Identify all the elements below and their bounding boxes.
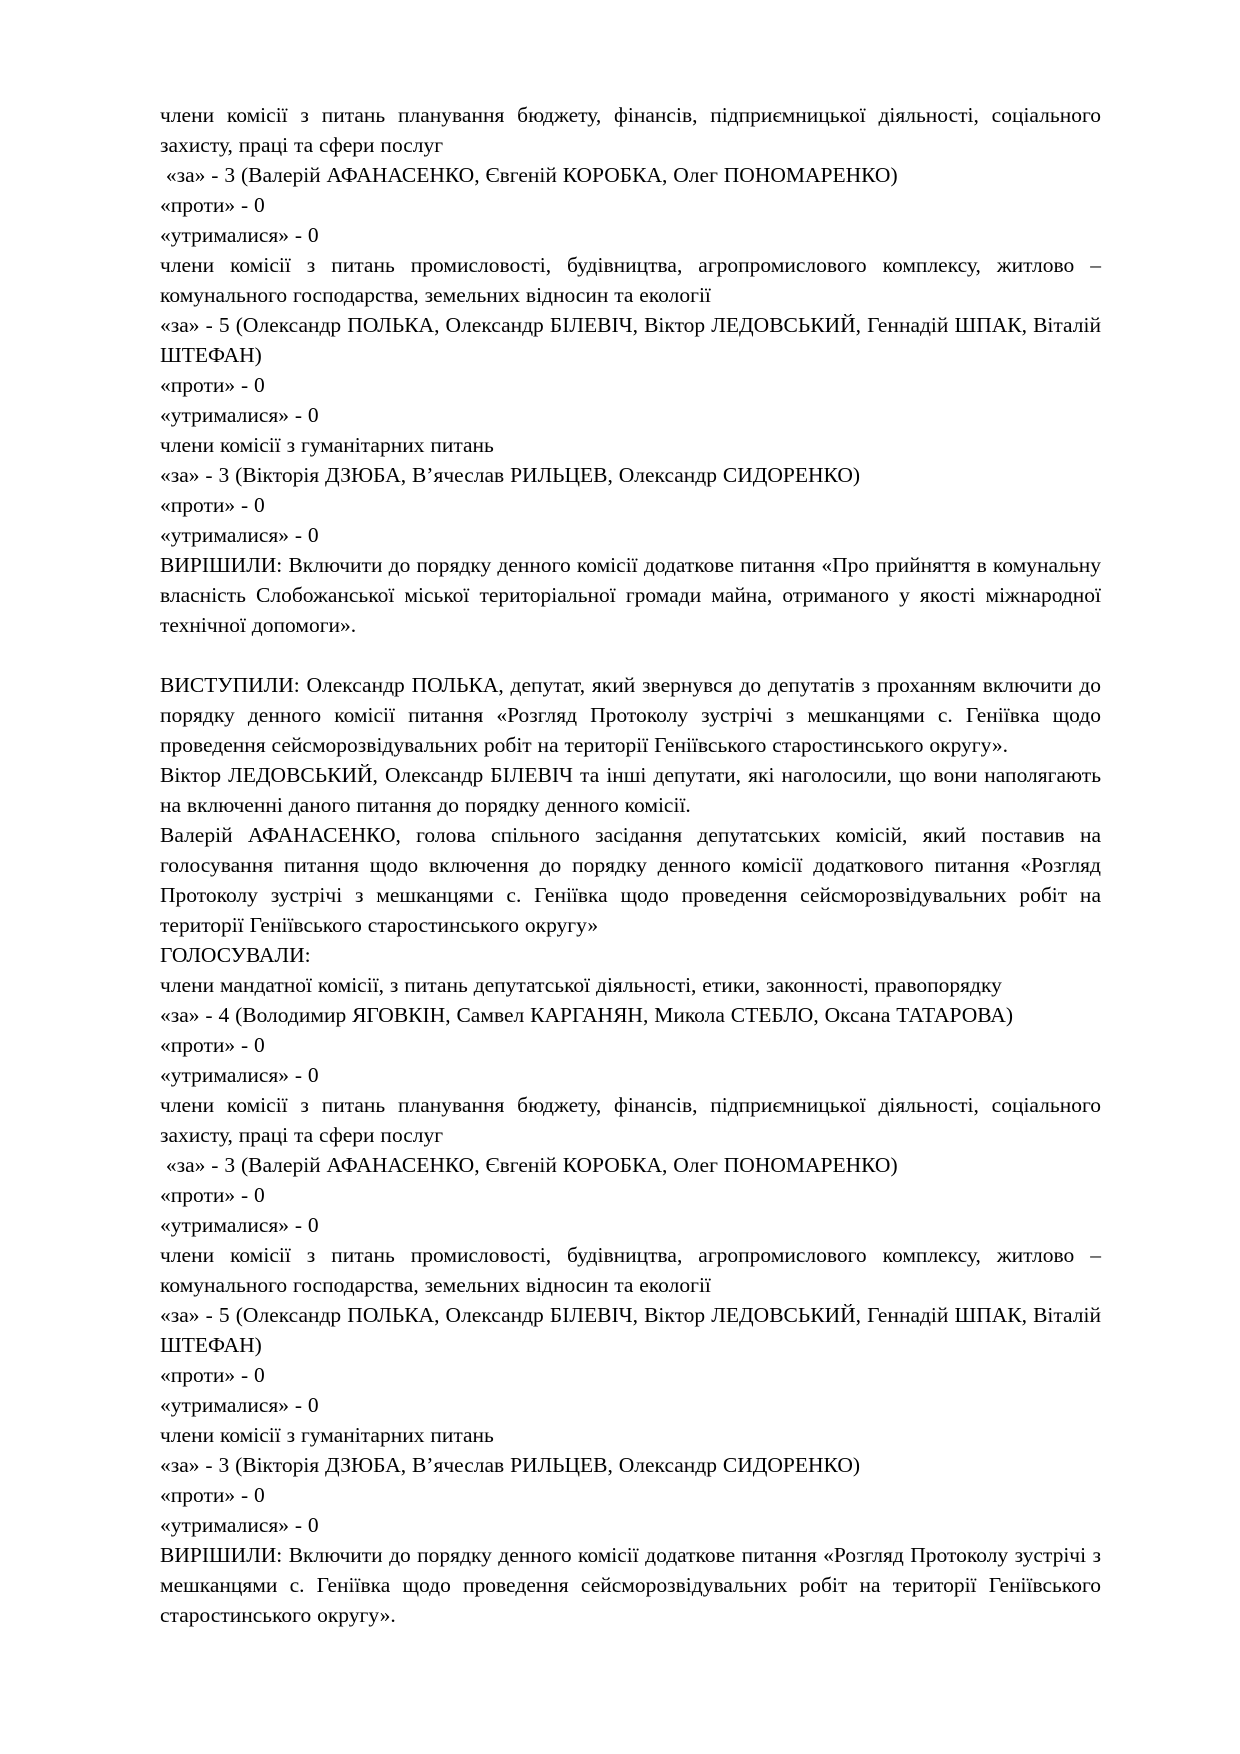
paragraph: «проти» - 0 xyxy=(160,493,265,517)
paragraph: ВИСТУПИЛИ: Олександр ПОЛЬКА, депутат, який звернувся до депутатів з проханням включити до порядку денного комісії питання «Розгляд Протоколу зустрічі з мешканцями с. Геніївка щодо проведення сейсморозвідувальних робіт на території Геніївського старостинського округу». xyxy=(160,673,1101,757)
paragraph: «за» - 3 (Вікторія ДЗЮБА, В’ячеслав РИЛЬЦЕВ, Олександр СИДОРЕНКО) xyxy=(160,463,861,487)
paragraph: «за» - 3 (Вікторія ДЗЮБА, В’ячеслав РИЛЬЦЕВ, Олександр СИДОРЕНКО) xyxy=(160,1453,861,1477)
paragraph: «утрималися» - 0 xyxy=(160,1513,319,1537)
paragraph: «проти» - 0 xyxy=(160,1363,265,1387)
paragraph: «утрималися» - 0 xyxy=(160,1213,319,1237)
paragraph: «утрималися» - 0 xyxy=(160,1393,319,1417)
paragraph: «утрималися» - 0 xyxy=(160,1063,319,1087)
paragraph: «проти» - 0 xyxy=(160,1033,265,1057)
document-page xyxy=(160,100,1101,1630)
paragraph: «за» - 3 (Валерій АФАНАСЕНКО, Євгеній КОРОБКА, Олег ПОНОМАРЕНКО) xyxy=(160,1153,898,1177)
paragraph: «проти» - 0 xyxy=(160,1483,265,1507)
paragraph: члени комісії з гуманітарних питань xyxy=(160,1423,494,1447)
paragraph: члени комісії з гуманітарних питань xyxy=(160,433,494,457)
paragraph: «утрималися» - 0 xyxy=(160,523,319,547)
paragraph: Валерій АФАНАСЕНКО, голова спільного засідання депутатських комісій, який поставив на голосування питання щодо включення до порядку денного комісії додаткового питання «Розгляд Протоколу зустрічі з мешканцями с. Геніївка щодо проведення сейсморозвідувальних робіт на території Геніївського старостинського округу» xyxy=(160,823,1101,937)
paragraph: члени комісії з питань промисловості, будівництва, агропромислового комплексу, житлово – комунального господарства, земельних відносин та екології xyxy=(160,253,1101,307)
paragraph: «проти» - 0 xyxy=(160,373,265,397)
paragraph: «утрималися» - 0 xyxy=(160,223,319,247)
paragraph: Віктор ЛЕДОВСЬКИЙ, Олександр БІЛЕВІЧ та інші депутати, які наголосили, що вони наполягають на включенні даного питання до порядку денного комісії. xyxy=(160,763,1101,817)
paragraph: «за» - 5 (Олександр ПОЛЬКА, Олександр БІЛЕВІЧ, Віктор ЛЕДОВСЬКИЙ, Геннадій ШПАК, Віталій ШТЕФАН) xyxy=(160,313,1101,367)
paragraph: «за» - 4 (Володимир ЯГОВКІН, Самвел КАРГАНЯН, Микола СТЕБЛО, Оксана ТАТАРОВА) xyxy=(160,1003,1013,1027)
paragraph: «за» - 3 (Валерій АФАНАСЕНКО, Євгеній КОРОБКА, Олег ПОНОМАРЕНКО) xyxy=(160,163,898,187)
paragraph: члени комісії з питань планування бюджету, фінансів, підприємницької діяльності, соціального захисту, праці та сфери послуг xyxy=(160,103,1101,157)
paragraph: «утрималися» - 0 xyxy=(160,403,319,427)
paragraph: ВИРІШИЛИ: Включити до порядку денного комісії додаткове питання «Про прийняття в комунальну власність Слобожанської міської територіальної громади майна, отриманого у якості міжнародної технічної допомоги». xyxy=(160,553,1101,637)
paragraph: «за» - 5 (Олександр ПОЛЬКА, Олександр БІЛЕВІЧ, Віктор ЛЕДОВСЬКИЙ, Геннадій ШПАК, Віталій ШТЕФАН) xyxy=(160,1303,1101,1357)
paragraph: члени комісії з питань планування бюджету, фінансів, підприємницької діяльності, соціального захисту, праці та сфери послуг xyxy=(160,1093,1101,1147)
paragraph: «проти» - 0 xyxy=(160,193,265,217)
paragraph: «проти» - 0 xyxy=(160,1183,265,1207)
paragraph: ВИРІШИЛИ: Включити до порядку денного комісії додаткове питання «Розгляд Протоколу зустрічі з мешканцями с. Геніївка щодо проведення сейсморозвідувальних робіт на території Геніївського старостинського округу». xyxy=(160,1543,1101,1627)
paragraph: ГОЛОСУВАЛИ: xyxy=(160,943,311,967)
paragraph: члени мандатної комісії, з питань депутатської діяльності, етики, законності, правопорядку xyxy=(160,973,1002,997)
paragraph: члени комісії з питань промисловості, будівництва, агропромислового комплексу, житлово – комунального господарства, земельних відносин та екології xyxy=(160,1243,1101,1297)
